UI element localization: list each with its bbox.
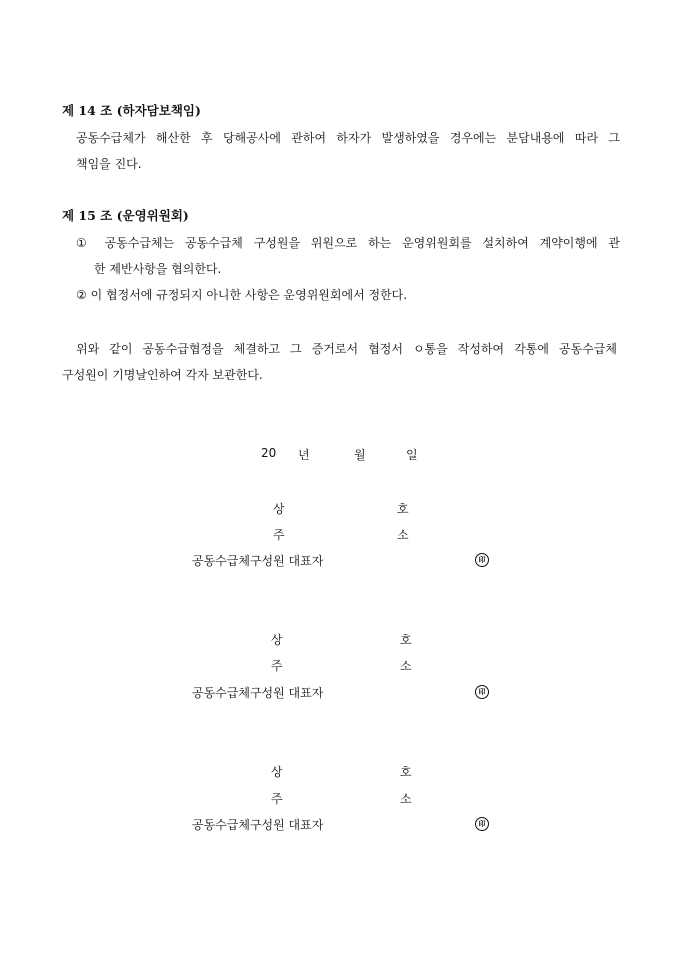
date-month-unit: 월 xyxy=(354,448,366,462)
trade-name-label-a: 상 xyxy=(271,765,283,779)
article-14-heading: 제 14 조 (하자담보책임) xyxy=(62,103,201,118)
trade-name-label-b: 호 xyxy=(400,633,412,647)
address-label-b: 소 xyxy=(400,792,412,806)
closing-line-1: 위와 같이 공동수급협정을 체결하고 그 증거로서 협정서 ㅇ통을 작성하여 각통에 공동수급체 xyxy=(76,342,617,356)
date-year-unit: 년 xyxy=(298,448,310,462)
address-label-b: 소 xyxy=(397,528,409,542)
trade-name-label-b: 호 xyxy=(397,502,409,516)
address-label-a: 주 xyxy=(271,792,283,806)
trade-name-label-b: 호 xyxy=(400,765,412,779)
article-15-item-2: ② 이 협정서에 규정되지 아니한 사항은 운영위원회에서 정한다. xyxy=(76,288,408,302)
article-15-item-1-line-2: 한 제반사항을 협의한다. xyxy=(94,262,222,276)
date-day-unit: 일 xyxy=(406,448,418,462)
representative-label: 공동수급체구성원 대표자 xyxy=(192,818,324,832)
article-14-line-1: 공동수급체가 해산한 후 당해공사에 관하여 하자가 발생하였을 경우에는 분담내용에 따라 그 xyxy=(76,131,620,145)
date-year: 20 xyxy=(261,446,277,460)
closing-line-2: 구성원이 기명날인하여 각자 보관한다. xyxy=(62,368,263,382)
trade-name-label-a: 상 xyxy=(271,633,283,647)
seal-mark: 印 xyxy=(475,817,489,831)
representative-label: 공동수급체구성원 대표자 xyxy=(192,554,324,568)
address-label-b: 소 xyxy=(400,659,412,673)
representative-label: 공동수급체구성원 대표자 xyxy=(192,686,324,700)
article-15-heading: 제 15 조 (운영위원회) xyxy=(62,208,189,223)
seal-mark: 印 xyxy=(475,553,489,567)
article-15-item-1-line-1: ① 공동수급체는 공동수급체 구성원을 위원으로 하는 운영위원회를 설치하여 계약이행에 관 xyxy=(76,236,620,250)
article-14-line-2: 책임을 진다. xyxy=(76,157,142,171)
address-label-a: 주 xyxy=(271,659,283,673)
address-label-a: 주 xyxy=(273,528,285,542)
seal-mark: 印 xyxy=(475,685,489,699)
trade-name-label-a: 상 xyxy=(273,502,285,516)
